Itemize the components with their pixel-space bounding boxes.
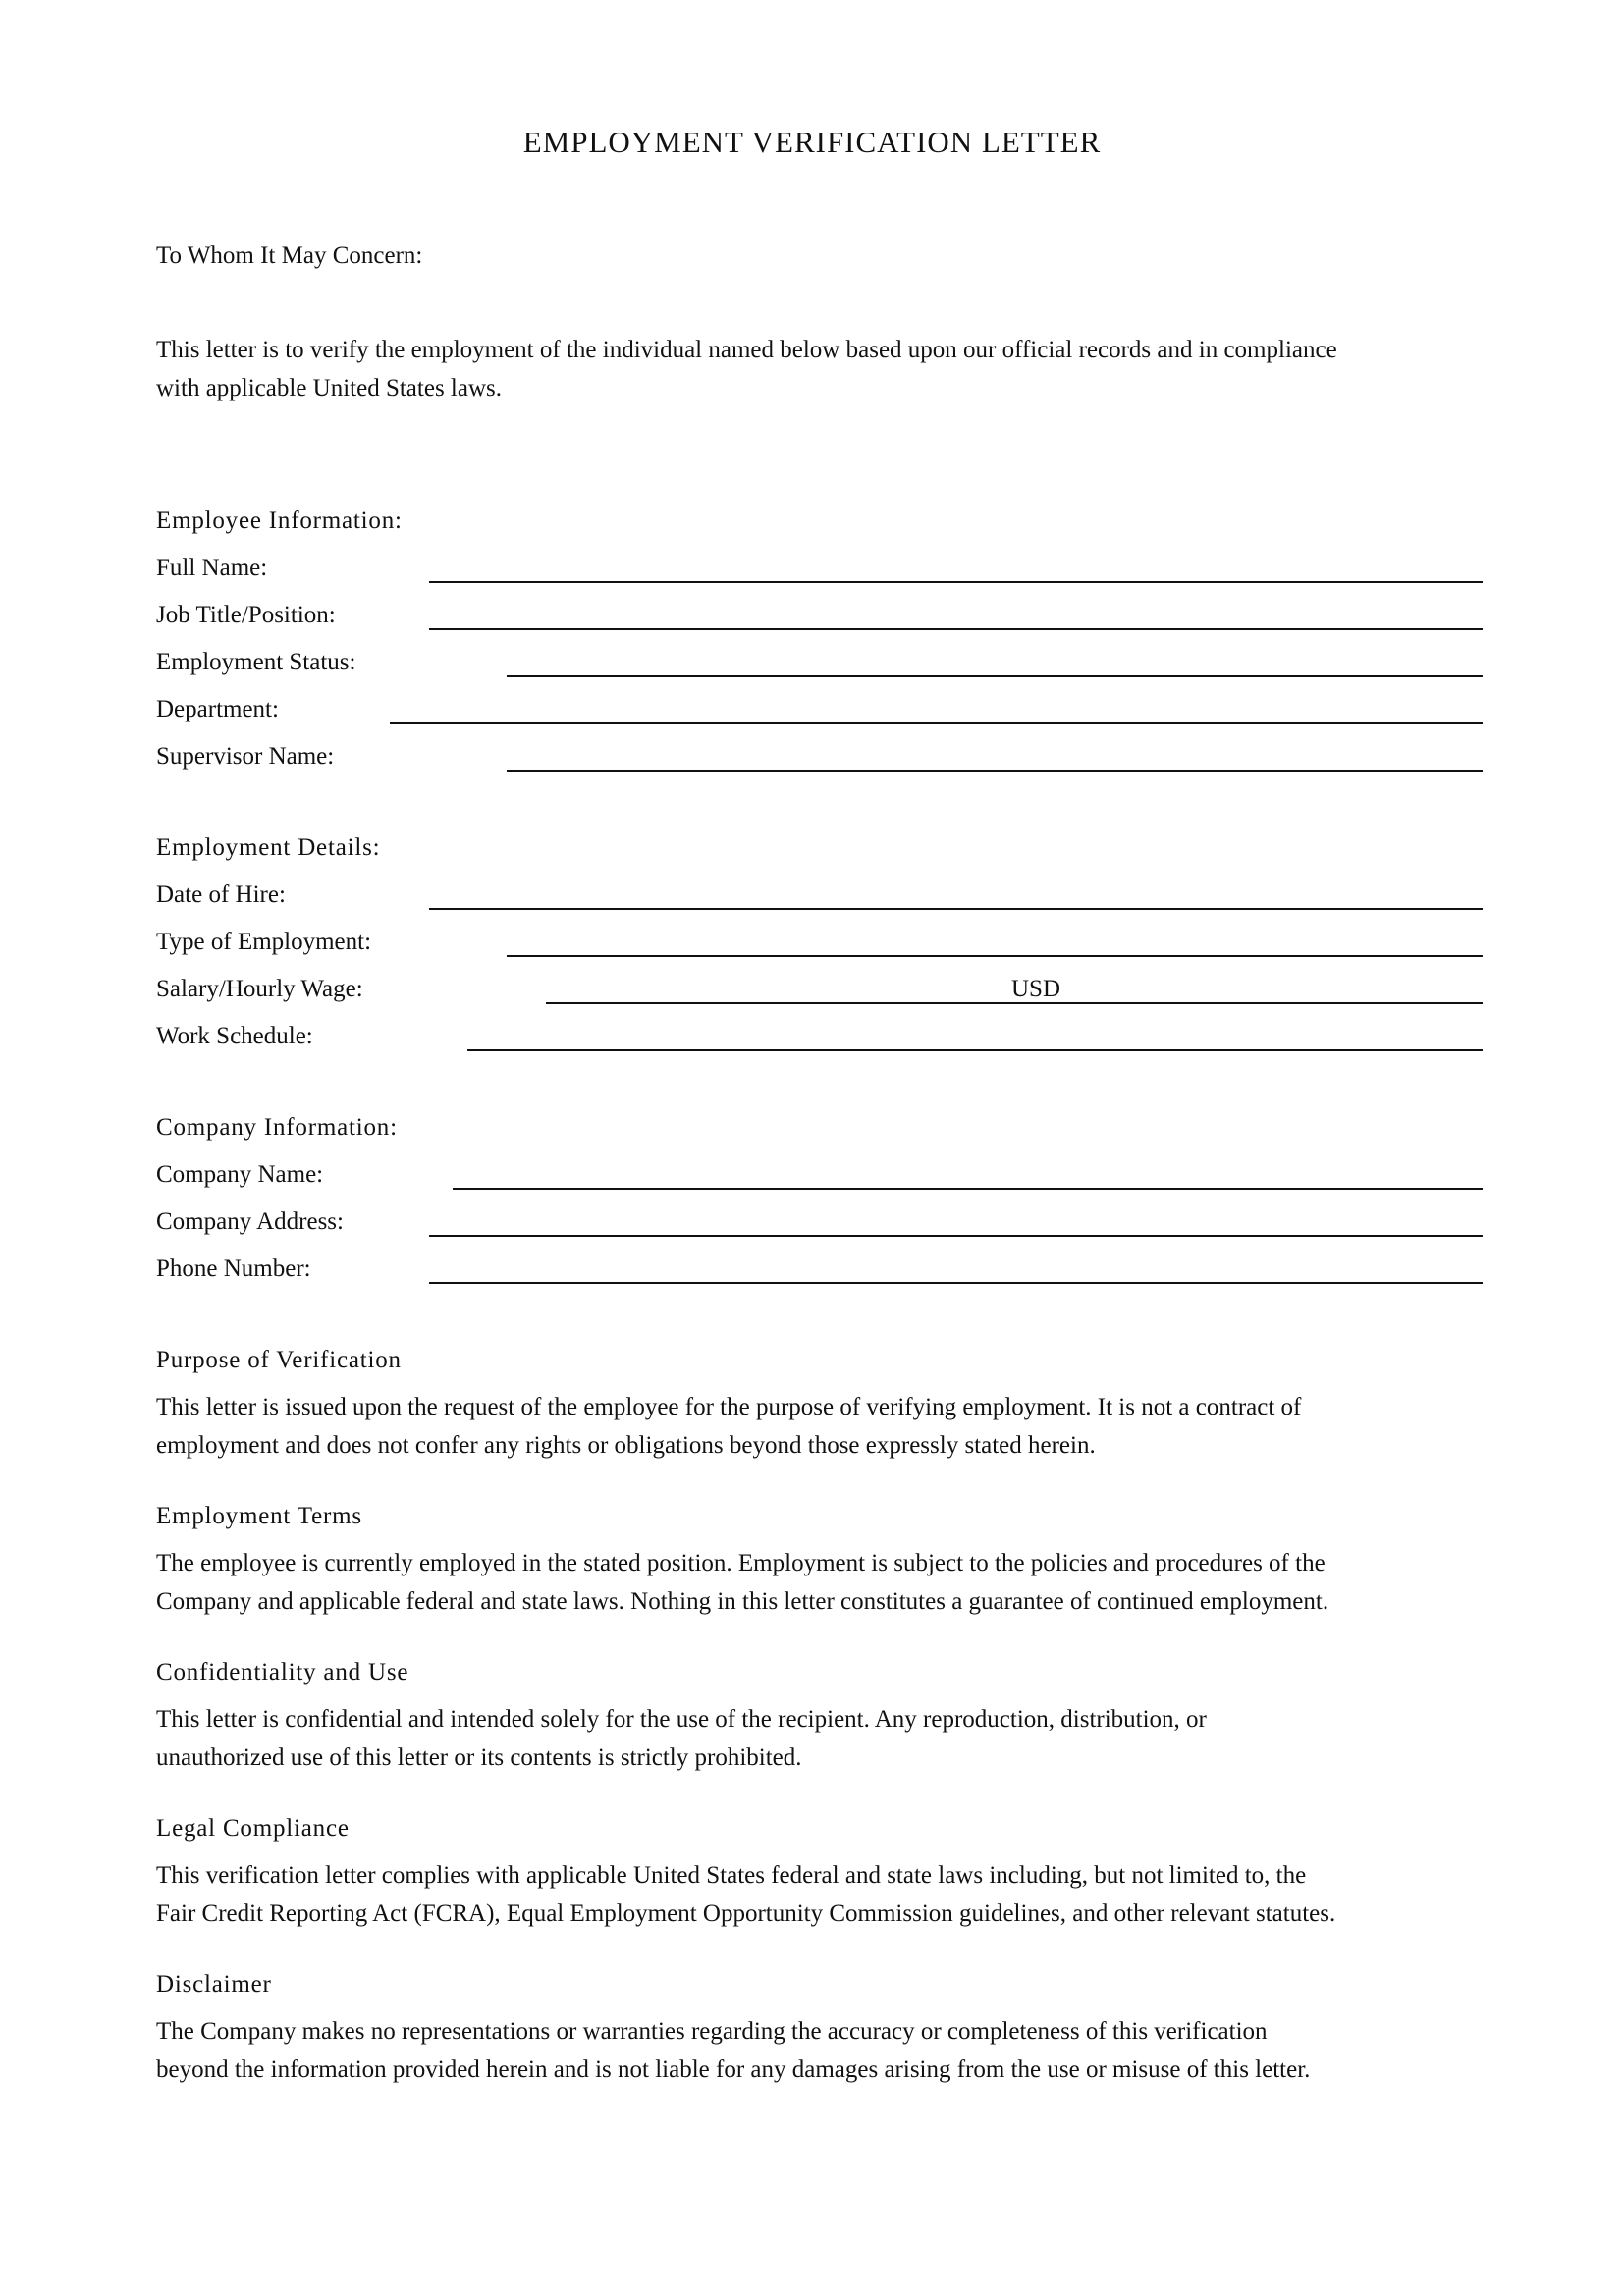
terms-line-2: Company and applicable federal and state laws. Nothing in this letter constitutes a guarantee of continued employment. [156, 1588, 1329, 1615]
full-name-input-line[interactable] [429, 581, 1483, 583]
job-title-input-line[interactable] [429, 628, 1483, 630]
company-address-input-line[interactable] [429, 1235, 1483, 1237]
company-name-field[interactable] [156, 1153, 1483, 1199]
document-title: EMPLOYMENT VERIFICATION LETTER [522, 125, 1102, 159]
job-title-label: Job Title/Position: [156, 602, 336, 628]
type-of-employment-field[interactable] [156, 921, 1483, 966]
disclaimer-line-1: The Company makes no representations or warranties regarding the accuracy or completeness of this verification [156, 2018, 1268, 2045]
intro-line-1: This letter is to verify the employment of the individual named below based upon our official records and in compliance [156, 337, 1337, 363]
purpose-line-1: This letter is issued upon the request of the employee for the purpose of verifying employment. It is not a contract of [156, 1394, 1302, 1420]
phone-number-field[interactable] [156, 1248, 1483, 1293]
employment-status-input-line[interactable] [507, 675, 1483, 677]
legal-heading: Legal Compliance [156, 1815, 350, 1842]
company-name-input-line[interactable] [453, 1188, 1483, 1190]
work-schedule-field[interactable] [156, 1015, 1483, 1060]
salary-currency: USD [1011, 976, 1061, 1002]
date-of-hire-label: Date of Hire: [156, 881, 286, 908]
disclaimer-paragraph [156, 2012, 1482, 2089]
company-name-label: Company Name: [156, 1161, 324, 1188]
terms-paragraph [156, 1544, 1482, 1621]
job-title-field[interactable] [156, 594, 1483, 639]
department-label: Department: [156, 696, 279, 722]
confidentiality-line-1: This letter is confidential and intended solely for the use of the recipient. Any reproduction, distribution, or [156, 1706, 1207, 1733]
type-of-employment-input-line[interactable] [507, 955, 1483, 957]
supervisor-name-label: Supervisor Name: [156, 743, 335, 770]
date-of-hire-input-line[interactable] [429, 908, 1483, 910]
department-input-line[interactable] [390, 722, 1483, 724]
disclaimer-line-2: beyond the information provided herein and is not liable for any damages arising from the use or misuse of this letter. [156, 2056, 1311, 2083]
confidentiality-line-2: unauthorized use of this letter or its contents is strictly prohibited. [156, 1744, 802, 1771]
salutation: To Whom It May Concern: [156, 242, 423, 269]
salary-field[interactable] [156, 968, 1483, 1013]
terms-heading: Employment Terms [156, 1503, 362, 1529]
type-of-employment-label: Type of Employment: [156, 929, 372, 955]
salary-label: Salary/Hourly Wage: [156, 976, 363, 1002]
purpose-paragraph [156, 1388, 1482, 1465]
company-address-field[interactable] [156, 1201, 1483, 1246]
intro-line-2: with applicable United States laws. [156, 375, 503, 401]
legal-paragraph [156, 1856, 1482, 1933]
employment-status-field[interactable] [156, 641, 1483, 686]
disclaimer-heading: Disclaimer [156, 1971, 272, 1998]
supervisor-name-input-line[interactable] [507, 770, 1483, 772]
legal-line-1: This verification letter complies with applicable United States federal and state laws including, but not limited to, the [156, 1862, 1307, 1889]
employee-info-heading: Employee Information: [156, 507, 403, 534]
department-field[interactable] [156, 688, 1483, 733]
purpose-line-2: employment and does not confer any rights or obligations beyond those expressly stated herein. [156, 1432, 1096, 1459]
date-of-hire-field[interactable] [156, 874, 1483, 919]
supervisor-name-field[interactable] [156, 735, 1483, 780]
phone-number-input-line[interactable] [429, 1282, 1483, 1284]
company-address-label: Company Address: [156, 1208, 344, 1235]
full-name-label: Full Name: [156, 555, 268, 581]
terms-line-1: The employee is currently employed in the stated position. Employment is subject to the policies and procedures of the [156, 1550, 1326, 1576]
phone-number-label: Phone Number: [156, 1255, 311, 1282]
employment-details-heading: Employment Details: [156, 834, 381, 861]
full-name-field[interactable] [156, 547, 1483, 592]
confidentiality-paragraph [156, 1700, 1482, 1777]
purpose-heading: Purpose of Verification [156, 1347, 402, 1373]
company-info-heading: Company Information: [156, 1114, 398, 1141]
legal-line-2: Fair Credit Reporting Act (FCRA), Equal Employment Opportunity Commission guidelines, and other relevant statutes. [156, 1900, 1336, 1927]
confidentiality-heading: Confidentiality and Use [156, 1659, 409, 1685]
intro-paragraph [156, 331, 1482, 407]
employment-status-label: Employment Status: [156, 649, 356, 675]
work-schedule-input-line[interactable] [467, 1049, 1483, 1051]
work-schedule-label: Work Schedule: [156, 1023, 313, 1049]
